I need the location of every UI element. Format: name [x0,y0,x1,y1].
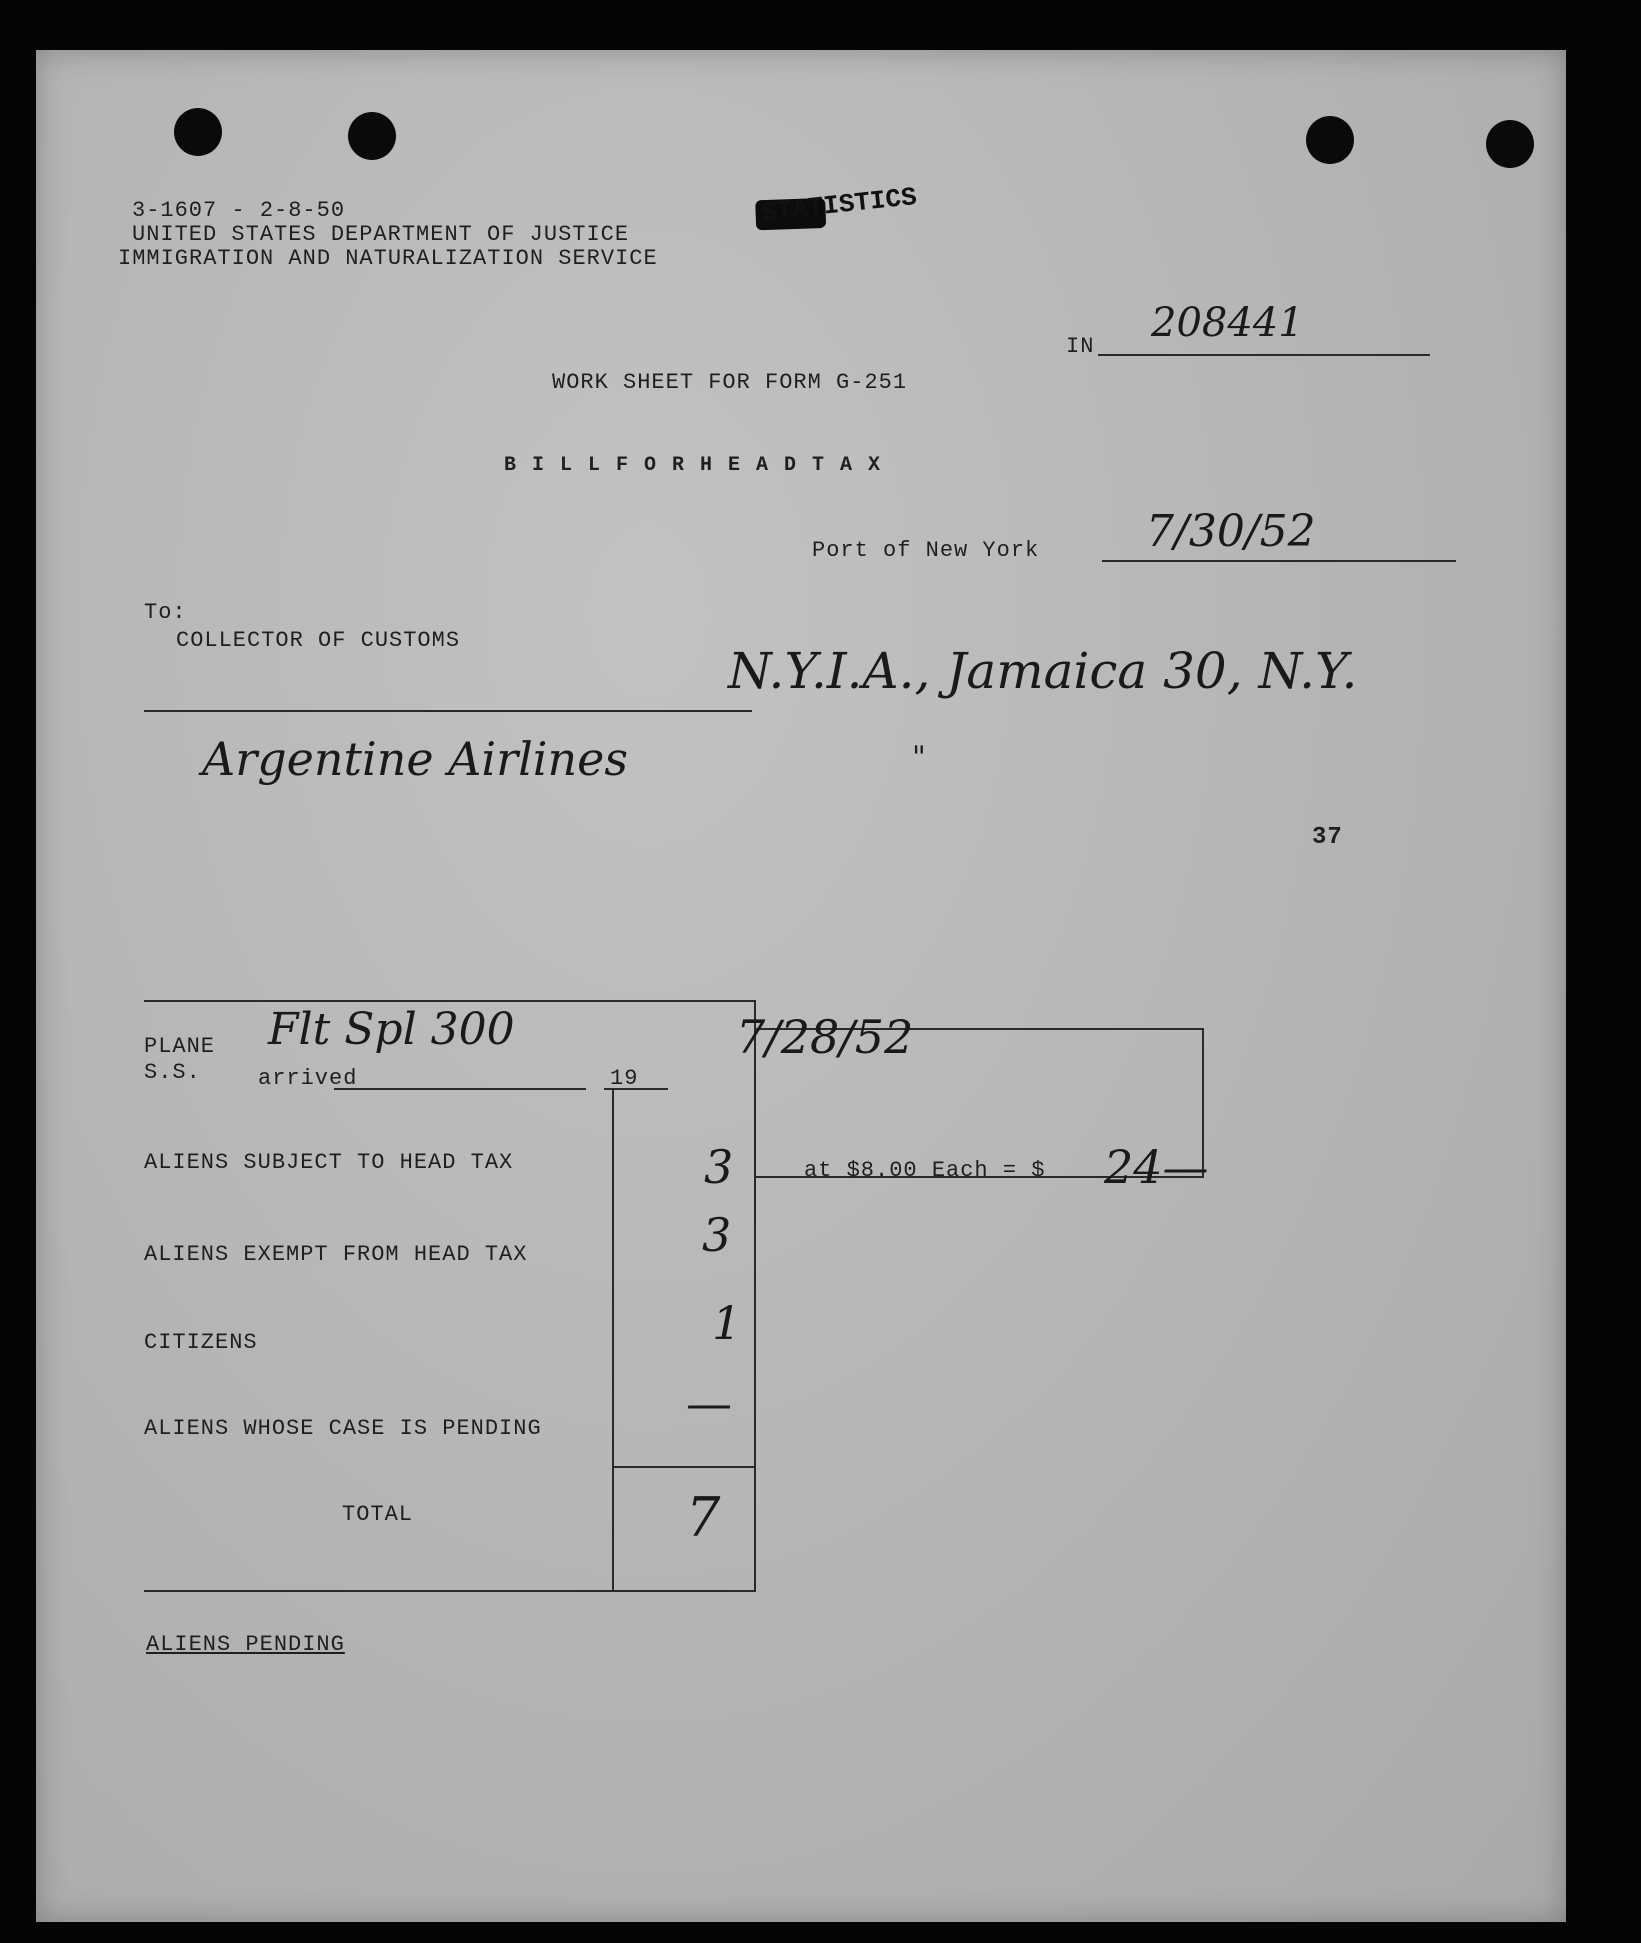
in-number-value: 208441 [1151,300,1304,346]
year-prefix: 19 [610,1066,639,1091]
arrived-line [334,1088,586,1090]
punch-hole-1 [174,108,222,156]
statistics-stamp: STATISTICS [760,182,918,228]
department-name: UNITED STATES DEPARTMENT OF JUSTICE [132,222,630,247]
port-date-line [1102,560,1456,562]
row-label-citizens: CITIZENS [144,1330,258,1355]
port-date: 7/30/52 [1146,506,1316,557]
punch-hole-3 [1306,116,1354,164]
fee-label: at $8.00 Each = $ [804,1158,1046,1183]
row-value-subject: 3 [704,1140,734,1194]
page-number: 37 [1312,824,1343,851]
row-value-pending: — [686,1376,732,1430]
row-value-exempt: 3 [702,1208,732,1262]
total-label: TOTAL [342,1502,414,1527]
aliens-pending-heading: ALIENS PENDING [146,1632,345,1657]
punch-hole-4 [1486,120,1534,168]
table-right-outer [754,1000,756,1592]
bill-title: B I L L F O R H E A D T A X [504,454,883,477]
value-column-left [612,1088,614,1592]
arrival-date: 7/28/52 [736,1010,914,1064]
in-number-line [1098,354,1430,356]
row-value-citizens: 1 [712,1296,742,1350]
row-label-exempt: ALIENS EXEMPT FROM HEAD TAX [144,1242,528,1267]
table-top-line [144,1000,754,1002]
in-label: IN [1066,334,1095,359]
total-value: 7 [686,1486,721,1549]
document-page [36,50,1566,1922]
flight-number: Flt Spl 300 [268,1004,515,1055]
service-name: IMMIGRATION AND NATURALIZATION SERVICE [118,246,658,271]
form-title: WORK SHEET FOR FORM G-251 [552,370,908,395]
plane-label: PLANE [144,1034,216,1059]
row-label-pending: ALIENS WHOSE CASE IS PENDING [144,1416,542,1441]
form-code: 3-1607 - 2-8-50 [132,198,346,223]
carrier-name: Argentine Airlines [202,732,628,786]
collector-label: COLLECTOR OF CUSTOMS [176,628,461,653]
ditto-mark: " [912,740,926,775]
port-label: Port of New York [812,538,1040,563]
arrived-label: arrived [258,1066,358,1091]
customs-location: N.Y.I.A., Jamaica 30, N.Y. [728,642,1358,700]
punch-hole-2 [348,112,396,160]
total-top-line [612,1466,756,1468]
row-label-subject: ALIENS SUBJECT TO HEAD TAX [144,1150,514,1175]
ss-label: S.S. [144,1060,201,1085]
to-address-line [144,710,752,712]
fee-amount: 24— [1104,1140,1209,1194]
table-bottom-line [144,1590,756,1592]
to-label: To: [144,600,187,625]
